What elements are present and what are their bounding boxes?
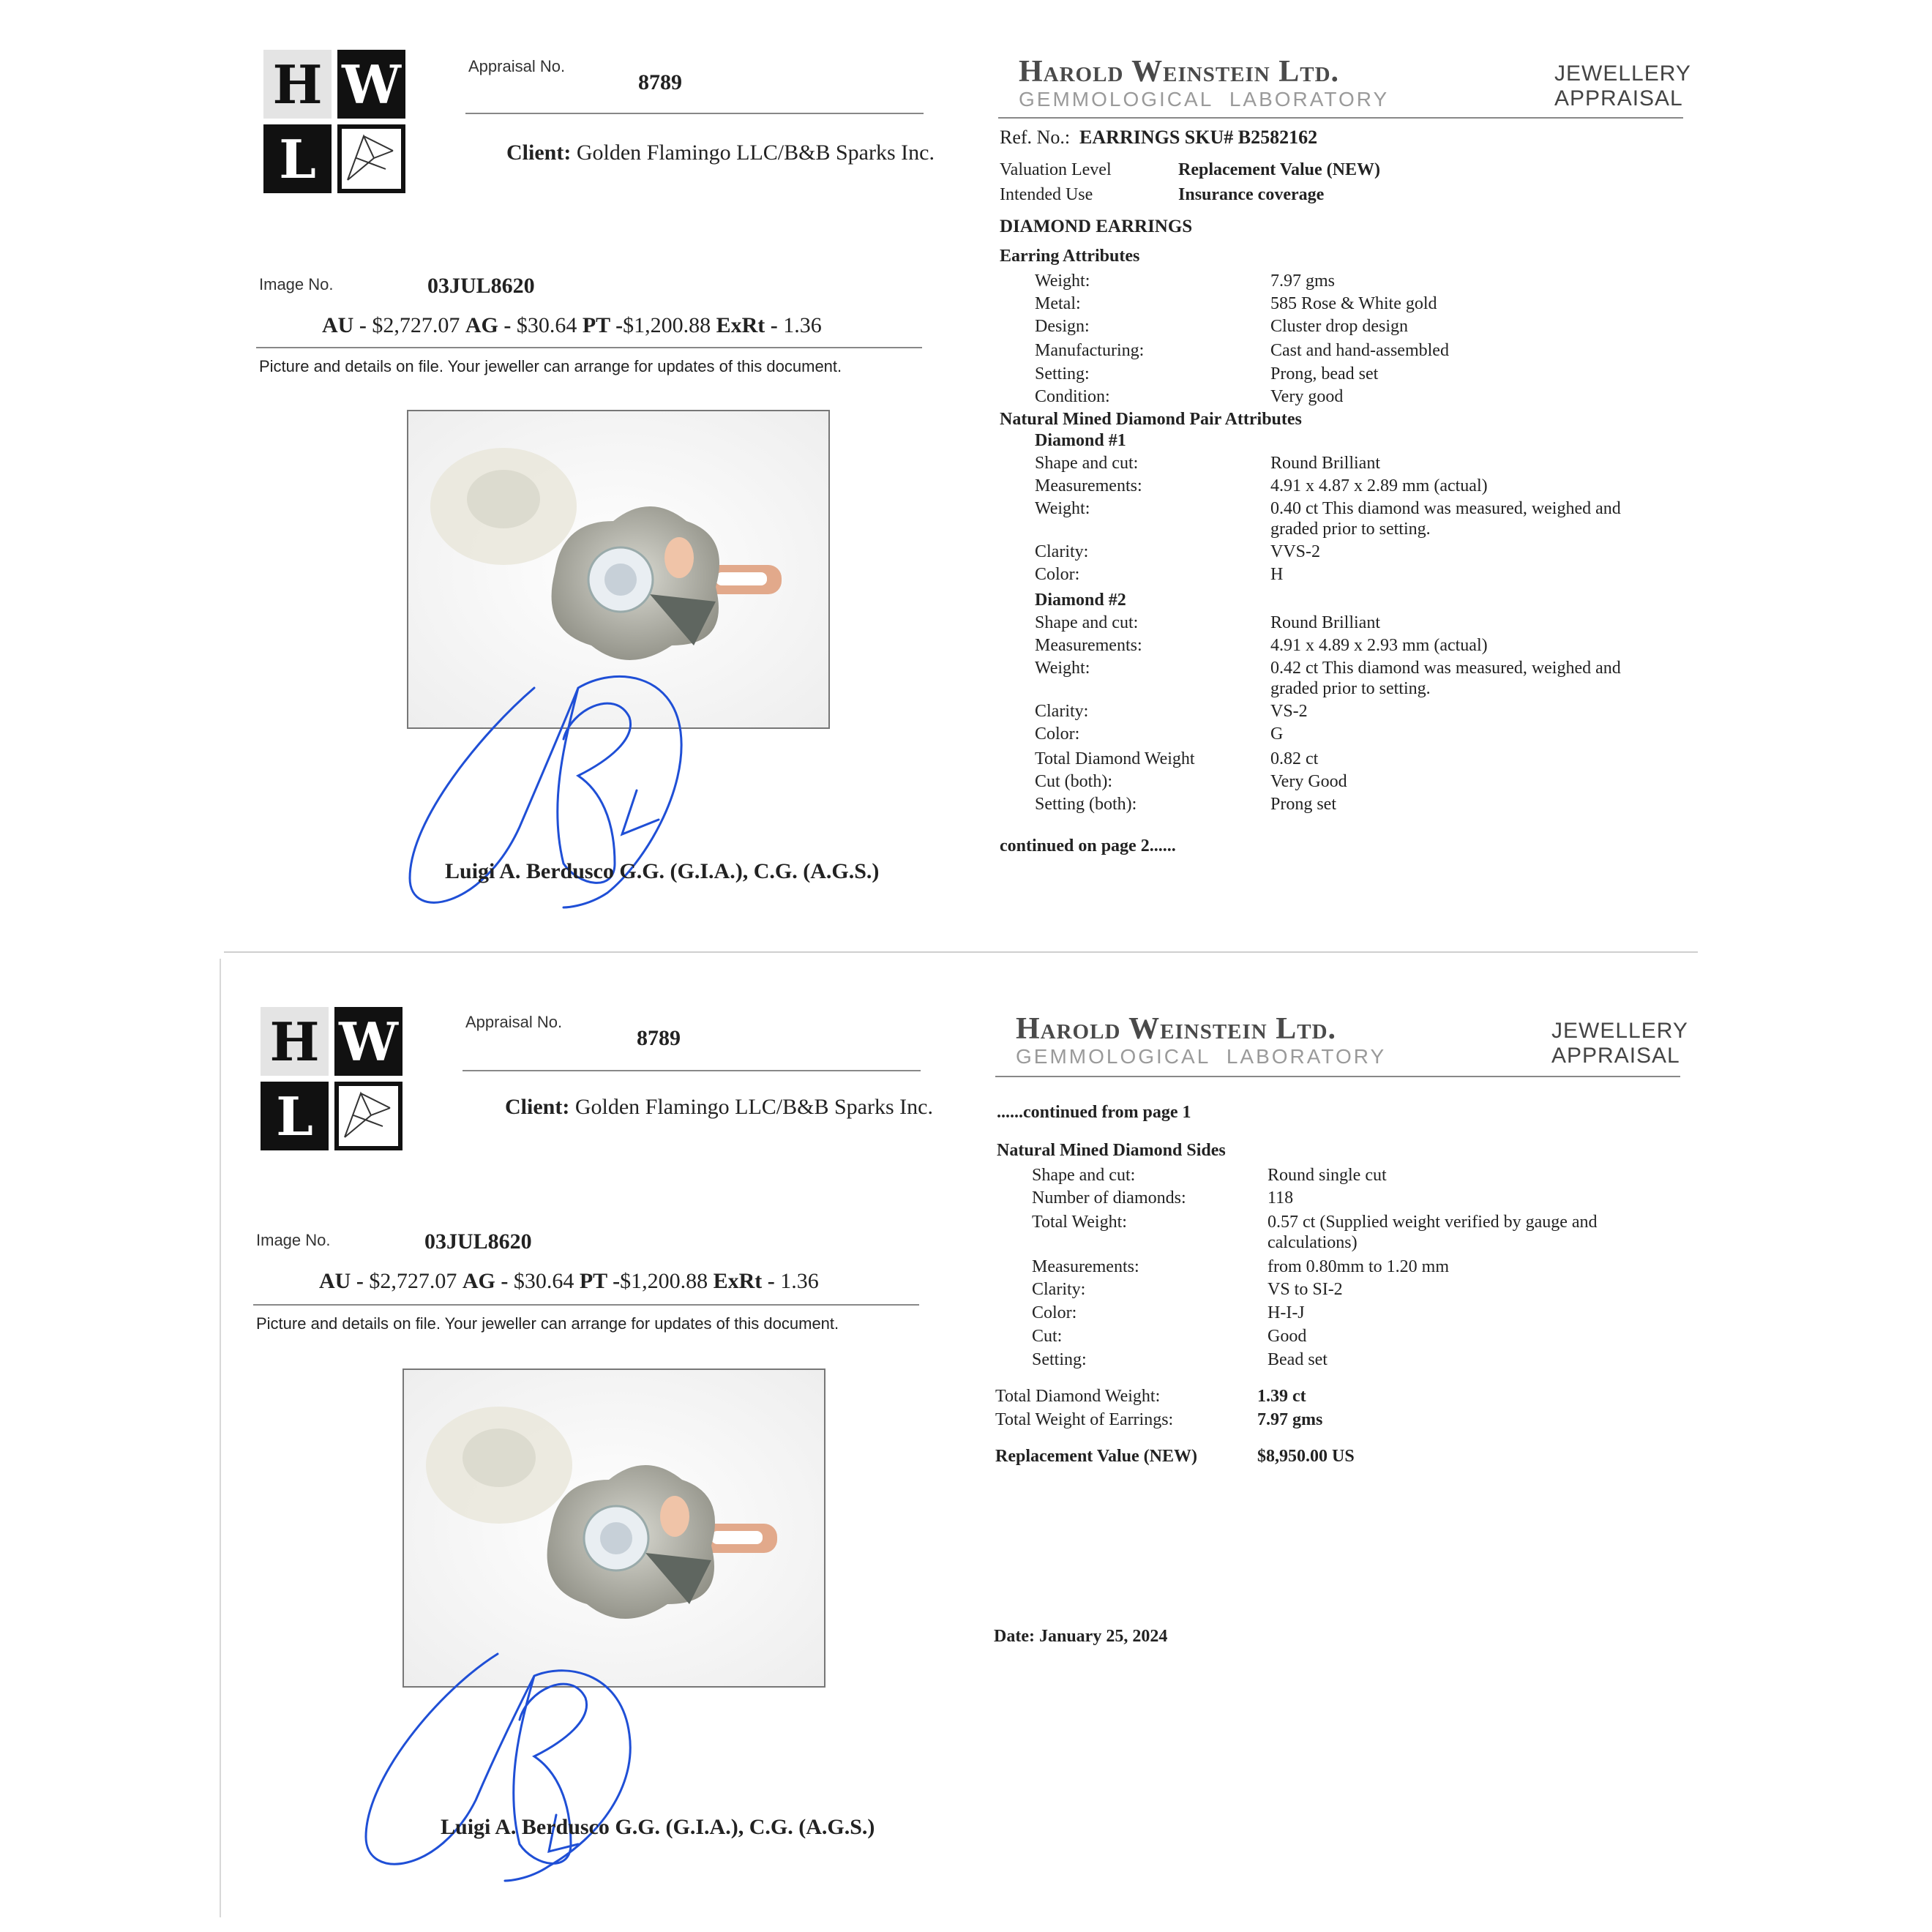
attr-value: 7.97 gms — [1270, 272, 1336, 291]
attr-value: VVS-2 — [1270, 542, 1321, 561]
attr-key: Cut (both): — [1035, 772, 1112, 791]
header-rule — [998, 117, 1683, 119]
attr-value: 585 Rose & White gold — [1270, 294, 1437, 313]
pt-value: $1,200.88 — [620, 1269, 708, 1293]
image-no-label: Image No. — [256, 1231, 331, 1249]
attr-value: VS to SI-2 — [1268, 1280, 1343, 1299]
attr-value: 0.40 ct This diamond was measured, weighed and graded prior to setting. — [1270, 499, 1621, 539]
client-line — [505, 1095, 933, 1120]
client-name: Golden Flamingo LLC/B&B Sparks Inc. — [574, 1095, 933, 1119]
logo-gem-icon — [337, 124, 405, 193]
appraisal-number: 8789 — [638, 70, 682, 94]
exrt-value: 1.36 — [780, 1269, 819, 1293]
file-note: Picture and details on file. Your jeweller can arrange for updates of this document. — [256, 1314, 839, 1333]
attr-value: Good — [1268, 1327, 1307, 1346]
attr-key: Clarity: — [1035, 702, 1089, 721]
doc-type — [1551, 1019, 1688, 1068]
divider — [256, 347, 922, 348]
metal-prices — [319, 1269, 819, 1294]
attr-key: Setting: — [1035, 364, 1090, 383]
replacement-value: $8,950.00 US — [1257, 1447, 1355, 1466]
attr-key: Weight: — [1035, 499, 1090, 518]
attr-key: Color: — [1035, 724, 1080, 744]
image-no: 03JUL8620 — [424, 1229, 532, 1254]
attr-key: Weight: — [1035, 272, 1090, 291]
attr-key: Measurements: — [1035, 476, 1142, 495]
attr-key: Total Diamond Weight — [1035, 749, 1195, 768]
attr-value: Round single cut — [1268, 1166, 1387, 1185]
total-weight-label: Total Weight of Earrings: — [995, 1410, 1174, 1429]
diamond-2-title: Diamond #2 — [1035, 591, 1126, 610]
client-line — [506, 141, 935, 165]
valuation-value: Replacement Value (NEW) — [1178, 160, 1380, 179]
total-diamond-weight-label: Total Diamond Weight: — [995, 1387, 1161, 1406]
metal-prices — [322, 313, 822, 338]
file-note: Picture and details on file. Your jeweller can arrange for updates of this document. — [259, 357, 842, 375]
lab-sub — [1019, 88, 1389, 111]
attr-value: 118 — [1268, 1188, 1294, 1208]
attr-value: 0.42 ct This diamond was measured, weighed and graded prior to setting. — [1270, 659, 1621, 698]
signature — [359, 1632, 651, 1895]
attr-key: Weight: — [1035, 659, 1090, 678]
appraisal-page-1 — [0, 0, 1932, 959]
image-no: 03JUL8620 — [427, 274, 535, 298]
logo-l: L — [261, 1082, 329, 1150]
appraisal-label: Appraisal No. — [468, 57, 566, 75]
ag-value: $30.64 — [513, 1269, 574, 1293]
total-diamond-weight-value: 1.39 ct — [1257, 1387, 1306, 1406]
continued-from-note: ......continued from page 1 — [997, 1103, 1191, 1122]
attr-key: Metal: — [1035, 294, 1081, 313]
logo-w: W — [337, 50, 405, 119]
lab-sub-laboratory: LABORATORY — [1226, 1045, 1387, 1068]
diamond-1-title: Diamond #1 — [1035, 431, 1126, 450]
sides-title: Natural Mined Diamond Sides — [997, 1141, 1226, 1160]
attr-key: Manufacturing: — [1035, 341, 1145, 360]
attr-value: Very Good — [1270, 772, 1347, 791]
hwl-logo — [263, 50, 407, 195]
attr-key: Clarity: — [1032, 1280, 1086, 1299]
attr-key: Shape and cut: — [1035, 454, 1139, 473]
client-label: Client: — [506, 141, 572, 165]
lab-name: Harold Weinstein Ltd. — [1019, 55, 1340, 89]
doc-type-jewellery: JEWELLERY — [1554, 61, 1691, 86]
logo-w: W — [334, 1007, 402, 1076]
ref-label: Ref. No.: — [1000, 127, 1071, 148]
lab-name: Harold Weinstein Ltd. — [1016, 1012, 1337, 1046]
attr-value: 4.91 x 4.87 x 2.89 mm (actual) — [1270, 476, 1488, 495]
attr-value: VS-2 — [1270, 702, 1308, 721]
hwl-logo — [261, 1007, 404, 1152]
use-label: Intended Use — [1000, 185, 1093, 204]
lab-sub — [1016, 1045, 1386, 1068]
ag-label: AG - — [462, 1269, 514, 1293]
appraisal-date: Date: January 25, 2024 — [994, 1627, 1168, 1646]
attr-value: Cast and hand-assembled — [1270, 341, 1449, 360]
continued-note: continued on page 2...... — [1000, 836, 1176, 855]
au-label: AU - — [319, 1269, 370, 1293]
ref-line — [1000, 127, 1317, 148]
pt-label: PT - — [582, 313, 624, 337]
au-label: AU - — [322, 313, 372, 337]
page-edge — [220, 959, 221, 1917]
attr-value: Round Brilliant — [1270, 454, 1380, 473]
logo-h: H — [261, 1007, 329, 1076]
pt-label: PT - — [579, 1269, 621, 1293]
attr-key: Total Weight: — [1032, 1213, 1127, 1232]
doc-type-appraisal: APPRAISAL — [1554, 86, 1683, 111]
item-title: DIAMOND EARRINGS — [1000, 217, 1193, 236]
attr-key: Design: — [1035, 317, 1090, 336]
valuation-label: Valuation Level — [1000, 160, 1112, 179]
attr-value: Cluster drop design — [1270, 317, 1408, 336]
attr-key: Setting (both): — [1035, 795, 1137, 814]
attr-key: Condition: — [1035, 387, 1110, 406]
ref-value: EARRINGS SKU# B2582162 — [1079, 127, 1318, 148]
lab-sub-gemmological: GEMMOLOGICAL — [1016, 1045, 1211, 1068]
earring-attributes-title: Earring Attributes — [1000, 247, 1140, 266]
exrt-label: ExRt - — [713, 1269, 781, 1293]
client-name: Golden Flamingo LLC/B&B Sparks Inc. — [576, 141, 935, 165]
au-value: $2,727.07 — [372, 313, 460, 337]
total-weight-value: 7.97 gms — [1257, 1410, 1323, 1429]
attr-value: Prong, bead set — [1270, 364, 1379, 383]
ag-value: $30.64 — [516, 313, 577, 337]
attr-key: Shape and cut: — [1035, 613, 1139, 632]
attr-key: Shape and cut: — [1032, 1166, 1136, 1185]
attr-key: Color: — [1035, 565, 1080, 584]
use-value: Insurance coverage — [1178, 185, 1325, 204]
appraisal-number: 8789 — [637, 1026, 681, 1050]
au-value: $2,727.07 — [369, 1269, 457, 1293]
exrt-label: ExRt - — [716, 313, 784, 337]
doc-type — [1554, 61, 1691, 111]
appraiser-name: Luigi A. Berdusco G.G. (G.I.A.), C.G. (A.G.S.) — [445, 859, 880, 883]
attr-key: Number of diamonds: — [1032, 1188, 1186, 1208]
attr-value: 0.82 ct — [1270, 749, 1319, 768]
attr-key: Setting: — [1032, 1350, 1087, 1369]
logo-gem-icon — [334, 1082, 402, 1150]
attr-value: Prong set — [1270, 795, 1336, 814]
lab-sub-gemmological: GEMMOLOGICAL — [1019, 88, 1214, 111]
logo-l: L — [263, 124, 332, 193]
attr-value: Very good — [1270, 387, 1344, 406]
attr-key: Measurements: — [1032, 1257, 1139, 1276]
attr-value: G — [1270, 724, 1284, 744]
doc-type-jewellery: JEWELLERY — [1551, 1019, 1688, 1043]
attr-value: Bead set — [1268, 1350, 1328, 1369]
page-separator — [224, 951, 1698, 953]
pair-attributes-title: Natural Mined Diamond Pair Attributes — [1000, 410, 1302, 429]
attr-key: Measurements: — [1035, 636, 1142, 655]
attr-value: Round Brilliant — [1270, 613, 1380, 632]
attr-value: 0.57 ct (Supplied weight verified by gauge and calculations) — [1268, 1213, 1598, 1252]
attr-value: from 0.80mm to 1.20 mm — [1268, 1257, 1449, 1276]
client-label: Client: — [505, 1095, 570, 1119]
doc-type-appraisal: APPRAISAL — [1551, 1044, 1680, 1068]
image-no-label: Image No. — [259, 275, 334, 293]
appraiser-name: Luigi A. Berdusco G.G. (G.I.A.), C.G. (A.G.S.) — [441, 1815, 875, 1839]
header-rule — [995, 1076, 1680, 1077]
divider — [463, 1070, 921, 1071]
attr-value: H — [1270, 565, 1284, 584]
attr-value: H-I-J — [1268, 1303, 1305, 1322]
appraisal-page-2 — [0, 959, 1932, 1917]
replacement-value-label: Replacement Value (NEW) — [995, 1447, 1197, 1466]
divider — [253, 1304, 919, 1306]
attr-key: Clarity: — [1035, 542, 1089, 561]
divider — [465, 113, 924, 114]
appraisal-label: Appraisal No. — [465, 1013, 563, 1031]
ag-label: AG - — [465, 313, 517, 337]
lab-sub-laboratory: LABORATORY — [1229, 88, 1390, 111]
pt-value: $1,200.88 — [623, 313, 711, 337]
exrt-value: 1.36 — [783, 313, 822, 337]
attr-key: Cut: — [1032, 1327, 1063, 1346]
attr-key: Color: — [1032, 1303, 1077, 1322]
attr-value: 4.91 x 4.89 x 2.93 mm (actual) — [1270, 636, 1488, 655]
logo-h: H — [263, 50, 332, 119]
